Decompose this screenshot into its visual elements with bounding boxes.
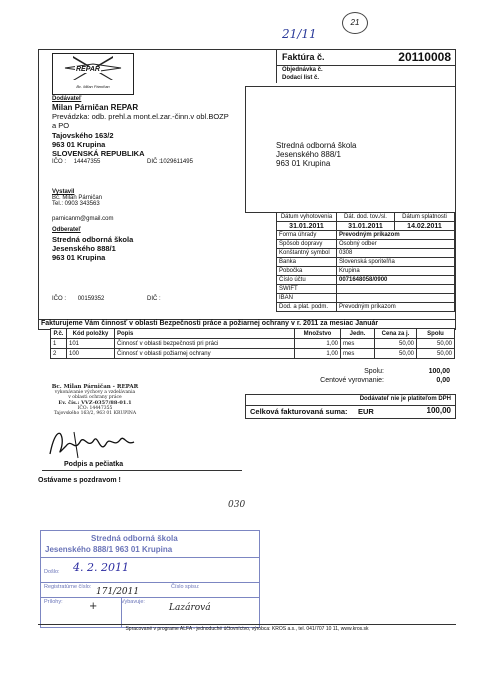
cell: 2 xyxy=(51,349,67,359)
closing-text: Ostávame s pozdravom ! xyxy=(38,477,121,484)
attachments-label: Prílohy: xyxy=(44,599,63,605)
cell: 101 xyxy=(67,339,115,349)
total-box xyxy=(245,404,456,419)
col-header: Kód položky xyxy=(67,329,115,339)
recipient-name: Stredná odborná škola xyxy=(276,141,357,150)
cell: mes xyxy=(341,349,375,359)
payment-value: Prevodným príkazom xyxy=(337,231,455,240)
supplier-country: SLOVENSKÁ REPUBLIKA xyxy=(52,149,145,158)
cell: 50,00 xyxy=(375,339,417,349)
corner-circle xyxy=(342,12,368,34)
stamp-line1: Bc. Milan Párničan - REPAR xyxy=(51,384,139,390)
cell: 100 xyxy=(67,349,115,359)
customer-ids xyxy=(52,296,272,304)
customer-ico: 00159352 xyxy=(77,296,105,302)
payment-info-table xyxy=(276,212,455,312)
payment-label: Číslo účtu xyxy=(277,276,337,285)
cell: mes xyxy=(341,339,375,349)
issuer-name: Bc. Milan Párničan xyxy=(52,195,103,201)
stamp-line5: IČO: 14447355 xyxy=(77,406,113,411)
recipient-street: Jesenského 888/1 xyxy=(276,150,341,159)
sum-label: Spolu: xyxy=(364,368,384,375)
customer-name: Stredná odborná škola xyxy=(52,235,134,244)
rounding-label: Centové vyrovnanie: xyxy=(320,377,384,384)
total-currency: EUR xyxy=(358,407,374,416)
date-taxable: 31.01.2011 xyxy=(337,222,395,231)
totals-block xyxy=(300,368,454,386)
issuer-block xyxy=(52,189,252,222)
payment-label: Pobočka xyxy=(277,267,337,276)
stamp-line3: v oblasti ochrany práce xyxy=(68,395,122,400)
recipient-box xyxy=(245,86,456,213)
cell: 50,00 xyxy=(375,349,417,359)
supplier-ico-label: IČO : xyxy=(52,159,67,165)
date-due: 14.02.2011 xyxy=(395,222,455,231)
invoice-header-box xyxy=(276,49,455,83)
payment-value xyxy=(337,285,455,294)
supplier-ico: 14447355 xyxy=(73,159,101,165)
handled-label: Vybavuje: xyxy=(121,599,145,605)
cell: 50,00 xyxy=(417,349,455,359)
supplier-name: Milan Párničan REPAR xyxy=(52,103,139,112)
col-header: Množstvo xyxy=(295,329,341,339)
supplier-dic: 1029611495 xyxy=(160,159,193,165)
logo xyxy=(52,53,134,95)
payment-value: Osobný odber xyxy=(337,240,455,249)
payment-label: Spôsob dopravy xyxy=(277,240,337,249)
reg-mark-label: Číslo spisu: xyxy=(171,584,200,590)
supplier-heading: Dodávateľ xyxy=(52,96,82,102)
signature-scribble-icon xyxy=(44,424,154,464)
supplier-street: Tajovského 163/2 xyxy=(52,131,114,140)
payment-value: Prevodným príkazom xyxy=(337,303,455,312)
logo-tagline: Bc. Milan Párničan xyxy=(76,84,110,89)
delivery-label: Dodací list č. xyxy=(282,75,320,81)
payment-value: Slovenská sporiteľňa xyxy=(337,258,455,267)
signature-line xyxy=(42,470,242,471)
col-header: Jedn. xyxy=(341,329,375,339)
invoice-number: 20110008 xyxy=(398,50,451,64)
received-date: 4. 2. 2011 xyxy=(73,561,129,574)
date-issued: 31.01.2011 xyxy=(277,222,337,231)
col-header: Popis xyxy=(115,329,295,339)
invoice-title-label: Faktúra č. xyxy=(282,52,325,62)
received-date-label: Došlo: xyxy=(44,569,60,575)
stamp-line2: vykonávanie výchovy a vzdelávania xyxy=(54,390,136,395)
recipient-city: 963 01 Krupina xyxy=(276,159,331,168)
date-taxable-label: Dát. dod. tov./sl. xyxy=(337,213,395,222)
cell: 1 xyxy=(51,339,67,349)
issuer-phone: Tel.: 0903 343563 xyxy=(52,201,100,207)
customer-dic-label: DIČ : xyxy=(147,296,161,302)
cell: 1,00 xyxy=(295,339,341,349)
payment-label: Konštantný symbol xyxy=(277,249,337,258)
table-row xyxy=(51,339,455,349)
supplier-dic-label: DIČ : xyxy=(147,159,161,165)
issuer-email: parnicanm@gmail.com xyxy=(52,216,114,222)
logo-brand: REPAR xyxy=(76,66,100,73)
handwritten-number: 21/11 xyxy=(282,27,317,41)
payment-value: 0071648058/0900 xyxy=(337,276,455,285)
stamp-line6: Tajovského 163/2, 963 01 KRUPINA xyxy=(53,411,137,416)
stamp-line4: Ev. čís.: VVZ-0357/88-01.1 xyxy=(58,400,132,406)
cell: Činnosť v oblasti požiarnej ochrany xyxy=(115,349,295,359)
rounding-value: 0,00 xyxy=(436,377,450,384)
vat-note: Dodávateľ nie je platiteľom DPH xyxy=(359,396,451,402)
footer-line xyxy=(38,624,456,625)
payment-label: IBAN xyxy=(277,294,337,303)
reg-label: Registratúrne číslo: xyxy=(44,584,92,590)
supplier-line2: a PO xyxy=(52,121,70,130)
supplier-city: 963 01 Krupina xyxy=(52,140,106,149)
total-value: 100,00 xyxy=(426,406,451,415)
cell: 50,00 xyxy=(417,339,455,349)
date-due-label: Dátum splatnosti xyxy=(395,213,455,222)
payment-label: Banka xyxy=(277,258,337,267)
payment-value xyxy=(337,294,455,303)
items-table xyxy=(50,328,455,359)
sum-value: 100,00 xyxy=(428,368,450,375)
supplier-line1: Prevádzka: odb. prehl.a mont.el.zar.-činn.v obl.BOZP xyxy=(52,112,229,121)
reg-value: 171/2011 xyxy=(96,587,140,597)
col-header: Cena za j. xyxy=(375,329,417,339)
col-header: Spolu xyxy=(417,329,455,339)
payment-value: 0308 xyxy=(337,249,455,258)
total-label: Celková fakturovaná suma: xyxy=(250,407,348,416)
received-stamp xyxy=(40,530,260,628)
order-label: Objednávka č. xyxy=(282,67,323,73)
signature-label: Podpis a pečiatka xyxy=(64,461,124,468)
table-row xyxy=(51,349,455,359)
payment-label: SWIFT xyxy=(277,285,337,294)
cell: Činnosť v oblasti bezpečnosti pri práci xyxy=(115,339,295,349)
payment-label: Forma úhrady xyxy=(277,231,337,240)
billing-text: Fakturujeme Vám činnosť v oblasti Bezpečnosti práce a požiarnej ochrany v r. 2011 za mesiac Január xyxy=(38,318,456,330)
handled-value: Lazárová xyxy=(169,603,211,613)
date-issued-label: Dátum vyhotovenia xyxy=(277,213,337,222)
handwritten-mark: 030 xyxy=(228,500,246,510)
payment-value: Krupina xyxy=(337,267,455,276)
col-header: P.č. xyxy=(51,329,67,339)
corner-circle-text: 21 xyxy=(350,18,360,27)
received-school-line1: Stredná odborná škola xyxy=(91,534,178,543)
cell: 1,00 xyxy=(295,349,341,359)
customer-block xyxy=(52,227,272,262)
payment-label: Dod. a plat. podm. xyxy=(277,303,337,312)
customer-ico-label: IČO : xyxy=(52,296,67,302)
customer-city: 963 01 Krupina xyxy=(52,253,106,262)
issuer-heading: Vystavil xyxy=(52,189,75,195)
attachments-value: + xyxy=(89,601,98,612)
company-stamp xyxy=(40,384,150,416)
customer-heading: Odberateľ xyxy=(52,227,81,233)
received-school-line2: Jesenského 888/1 963 01 Krupina xyxy=(45,545,173,554)
footer-text: Spracované v programe ALFA - jednoduché účtovníctvo, výrobca: KROS a.s., tel. 041/707 10 11, www.kros.sk xyxy=(125,626,369,632)
customer-street: Jesenského 888/1 xyxy=(52,244,116,253)
